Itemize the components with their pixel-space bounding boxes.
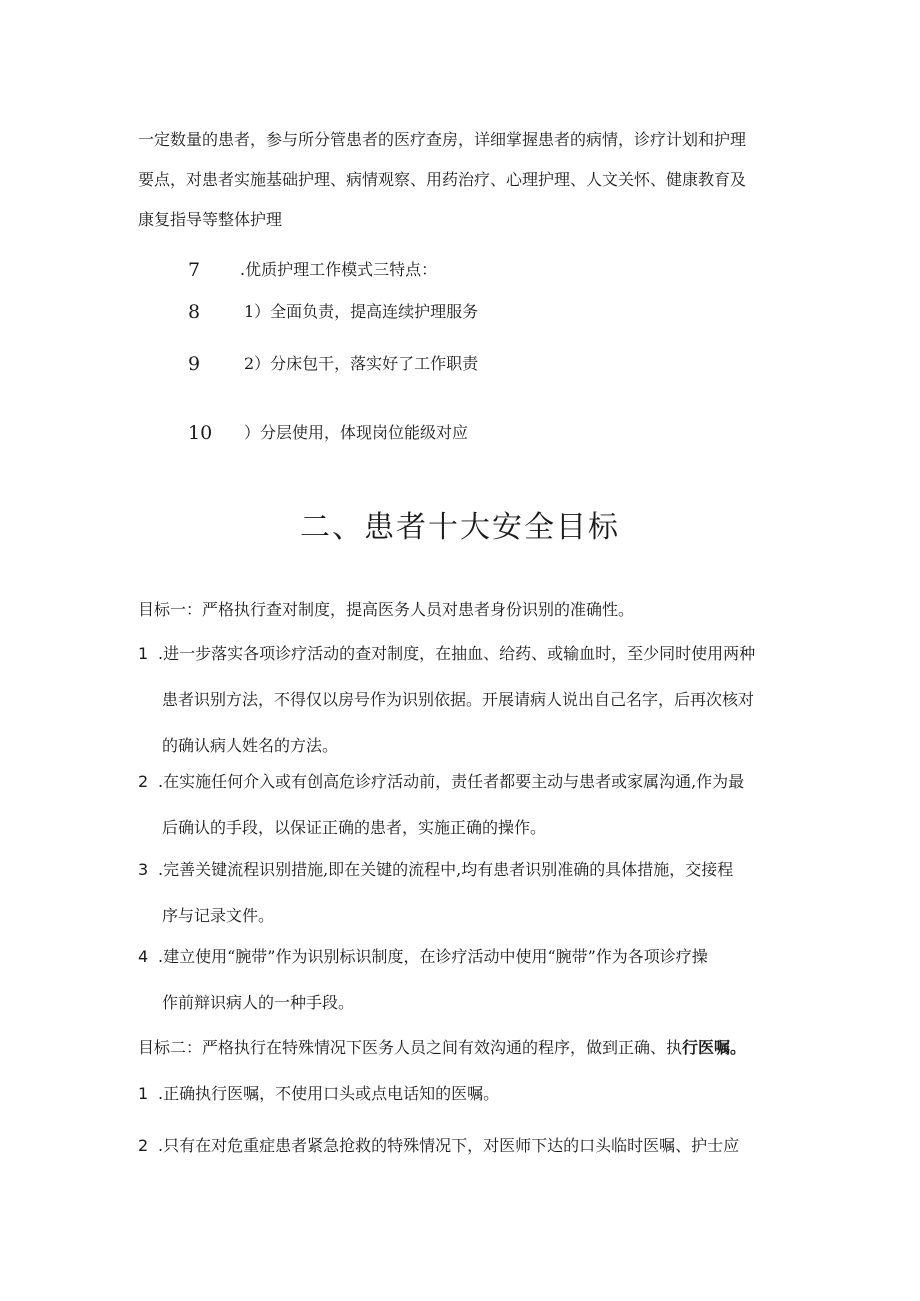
goal-2-title-bold: 行医嘱。 [682, 1038, 747, 1057]
item-number: 2 [138, 772, 149, 791]
feature-number: 10 [188, 422, 213, 444]
feature-text: ）分层使用，体现岗位能级对应 [244, 423, 469, 442]
item-line: 序与记录文件。 [162, 906, 275, 925]
item-number: 1 [138, 644, 149, 663]
intro-line-3: 康复指导等整体护理 [138, 210, 283, 229]
goal-2-title-plain: 目标二：严格执行在特殊情况下医务人员之间有效沟通的程序，做到正确、执 [138, 1038, 683, 1057]
item-number: 2 [138, 1136, 149, 1155]
item-number: 4 [138, 947, 149, 966]
feature-text: 1）全面负责，提高连续护理服务 [244, 302, 479, 321]
intro-line-2: 要点，对患者实施基础护理、病情观察、用药治疗、心理护理、人文关怀、健康教育及 [138, 170, 747, 189]
item-line: .正确执行医嘱，不使用口头或点电话知的医嘱。 [158, 1084, 500, 1103]
goal-2-title [138, 1036, 746, 1060]
item-line: 作前辩识病人的一种手段。 [162, 993, 355, 1012]
goal-1-title: 目标一：严格执行查对制度，提高医务人员对患者身份识别的准确性。 [138, 600, 635, 619]
item-line: .建立使用“腕带”作为识别标识制度，在诊疗活动中使用“腕带”作为各项诊疗操 [158, 947, 708, 966]
item-line: 患者识别方法，不得仅以房号作为识别依据。开展请病人说出自己名字，后再次核对 [162, 690, 755, 709]
item-line: .只有在对危重症患者紧急抢救的特殊情况下，对医师下达的口头临时医嘱、护士应 [158, 1136, 740, 1155]
item-line: 后确认的手段，以保证正确的患者，实施正确的操作。 [162, 818, 547, 837]
item-line: .在实施任何介入或有创高危诊疗活动前，责任者都要主动与患者或家属沟通,作为最 [158, 772, 745, 791]
item-line: .进一步落实各项诊疗活动的查对制度，在抽血、给药、或输血时，至少同时使用两种 [158, 644, 756, 663]
item-number: 3 [138, 860, 149, 879]
section-heading: 二、患者十大安全目标 [300, 510, 620, 545]
feature-number: 7 [188, 259, 201, 281]
item-line: 的确认病人姓名的方法。 [162, 736, 339, 755]
intro-line-1: 一定数量的患者，参与所分管患者的医疗查房，详细掌握患者的病情，诊疗计划和护理 [138, 130, 747, 149]
item-number: 1 [138, 1084, 149, 1103]
intro-paragraph [138, 120, 788, 240]
feature-number: 8 [188, 301, 201, 323]
item-line: .完善关键流程识别措施,即在关键的流程中,均有患者识别准确的具体措施，交接程 [158, 860, 734, 879]
feature-text: .优质护理工作模式三特点： [240, 260, 438, 279]
feature-number: 9 [188, 353, 201, 375]
feature-text: 2）分床包干，落实好了工作职责 [244, 354, 479, 373]
